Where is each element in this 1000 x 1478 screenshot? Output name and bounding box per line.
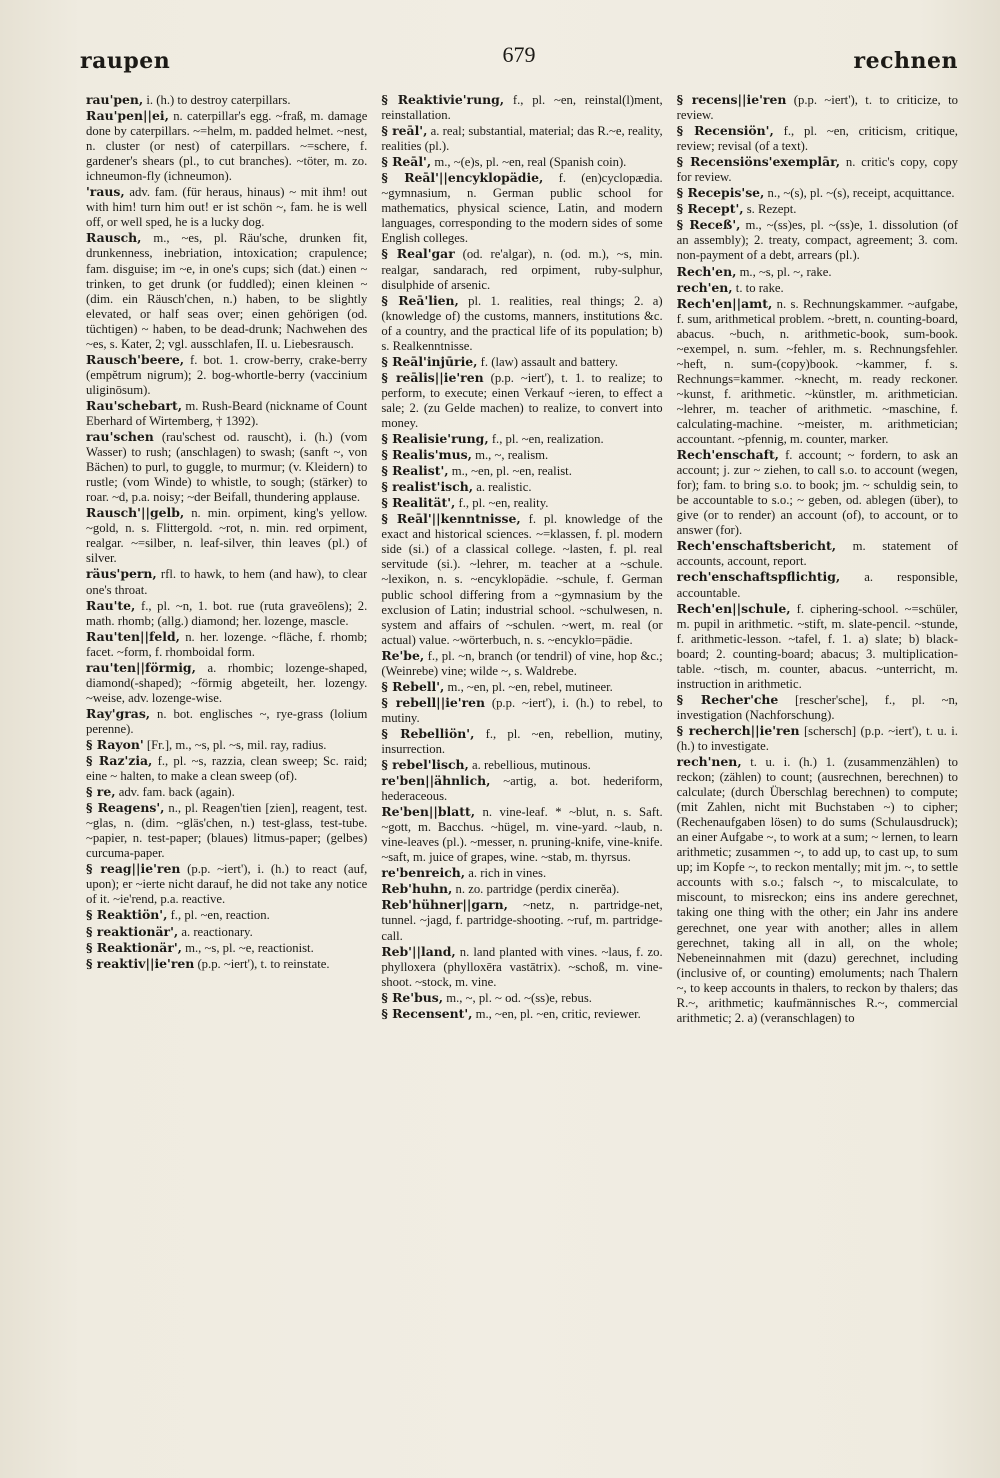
page-header: [80, 42, 958, 82]
entry-headword: Ray'gras,: [86, 705, 151, 721]
entry-definition: i. (h.) to destroy caterpillars.: [143, 93, 291, 107]
dictionary-entry: [381, 447, 662, 463]
entry-headword: § reaktiv||ie'ren: [86, 955, 195, 971]
entry-headword: räus'pern,: [86, 566, 157, 582]
entry-headword: Reb'hühner||garn,: [381, 897, 508, 913]
entry-definition: a. rhombic; lozenge-shaped, diamond(-shaped); ~förmig abgeteilt, her. lozengy. ~weise, adv. lozenge-wise.: [86, 660, 368, 705]
right-running-headword: rechnen: [853, 48, 958, 74]
dictionary-entry: [677, 154, 958, 185]
dictionary-entry: [86, 784, 367, 800]
dictionary-entry: [381, 1006, 662, 1022]
dictionary-entry: [381, 944, 662, 990]
entry-definition: m., ~en, pl. ~en, realist.: [448, 464, 572, 479]
entry-definition: a. rich in vines.: [465, 866, 547, 881]
entry-headword: § Reaktiön',: [86, 907, 168, 923]
entry-definition: a. realistic.: [473, 480, 532, 495]
entry-definition: n. s. Rechnungskammer. ~aufgabe, f. sum, arithmetical problem. ~brett, n. counting-board, abacus. ~buch, n. arithmetic-book, sum-book. ~exempel, n. sum. ~fehler, m. s. Rechnungsfehler. ~heft, n. sum-(copy)book. ~kammer, f. s. Rechnungs=kammer. ~knecht, m. ready reckoner. ~kunst, f. arithmetic. ~künstler, m. arithmetician. ~lehrer, m. teacher of arithmetic. ~maschine, f. calculating-machine. ~meister, m. arithmetician; accountant. ~pfennig, m. counter, marker.: [676, 296, 958, 447]
dictionary-entry: [677, 569, 958, 600]
column-left: [86, 92, 367, 1408]
entry-headword: rau'pen,: [86, 92, 144, 107]
entry-headword: § Realist',: [381, 463, 449, 479]
entry-definition: m., ~, pl. ~ od. ~(ss)e, rebus.: [443, 990, 592, 1005]
page-number: 679: [502, 42, 536, 67]
entry-headword: Reb'huhn,: [381, 881, 453, 897]
dictionary-entry: [677, 217, 958, 263]
entry-headword: Rau'pen||ei,: [86, 108, 169, 124]
entry-definition: m., ~(ss)es, pl. ~(ss)e, 1. dissolution (of an assembly); 2. treaty, compact, agreement; 3. com. non-payment of a debt, arrears (pl.).: [676, 218, 958, 263]
entry-headword: Re'be,: [381, 647, 425, 663]
entry-definition: f. (en)cyclopædia. ~gymnasium, n. German public school for mathematics, physical science, Latin, and modern languages, corresponding to the modern sides of some English colleges.: [381, 171, 663, 246]
entry-headword: § rebel'lisch,: [381, 757, 469, 773]
entry-definition: f. ciphering-school. ~=schüler, m. pupil in arithmetic. ~stift, m. slate-pencil. ~stunde, f. arithmetic-lesson. ~tafel, f. 1. a) slate; b) black-board; 2. counting-board; abacus; 3. multiplication-table. ~tisch, m. counter, abacus. ~unterricht, m. instruction in arithmetic.: [676, 601, 958, 691]
dictionary-entry: [677, 447, 958, 538]
dictionary-entry: [86, 753, 367, 784]
entry-headword: Rau'schebart,: [86, 397, 183, 413]
entry-headword: Rausch'beere,: [86, 351, 185, 367]
entry-headword: Rech'en,: [676, 263, 737, 279]
dictionary-entry: [381, 881, 662, 897]
entry-headword: rech'enschaftspflichtig,: [676, 569, 841, 585]
dictionary-entry: [381, 511, 662, 647]
entry-headword: rech'en,: [676, 279, 733, 295]
dictionary-entry: [381, 431, 662, 447]
entry-definition: adv. fam. (für heraus, hinaus) ~ mit ihm! out with him! turn him out! er ist schön ~, fam. he is well off, or well sped, he is a lucky dog.: [86, 185, 368, 230]
entry-headword: § recens||ie'ren: [676, 92, 787, 107]
entry-headword: § Reaktivie'rung,: [381, 92, 505, 107]
dictionary-entry: [677, 296, 958, 447]
entry-definition: f., pl. ~n, branch (or tendril) of vine, hop &c.; (Weinrebe) vine; wilde ~, s. Waldrebe.: [381, 648, 663, 678]
entry-definition: m., ~(e)s, pl. ~en, real (Spanish coin).: [431, 155, 627, 170]
entry-definition: [schersch] (p.p. ~iert'), t. u. i. (h.) to investigate.: [676, 723, 958, 753]
entry-headword: § re,: [86, 784, 116, 800]
dictionary-entry: [677, 264, 958, 280]
entry-headword: § Realisie'rung,: [381, 431, 489, 447]
entry-headword: § Recher'che: [676, 691, 779, 707]
entry-headword: § reāl',: [381, 123, 428, 139]
entry-definition: f., pl. ~en, rebellion, mutiny, insurrection.: [381, 726, 663, 756]
entry-definition: f., pl. ~en, criticism, critique, review; revisal (of a text).: [676, 124, 958, 154]
entry-definition: n. land planted with vines. ~laus, f. zo. phylloxera (phylloxēra vastātrix). ~schoß, m. vine-shoot. ~stock, m. vine.: [381, 944, 663, 989]
entry-definition: m., ~en, pl. ~en, critic, reviewer.: [472, 1006, 641, 1021]
entry-definition: f. (law) assault and battery.: [477, 354, 618, 369]
dictionary-entry: [86, 566, 367, 597]
entry-headword: § Recepis'se,: [676, 185, 765, 201]
dictionary-entry: [381, 370, 662, 431]
dictionary-entry: [381, 92, 662, 123]
entry-headword: § Reāl',: [381, 154, 432, 170]
dictionary-entry: [381, 246, 662, 292]
entry-headword: rau'ten||förmig,: [86, 659, 196, 675]
entry-headword: Rech'en||schule,: [676, 600, 791, 616]
dictionary-entry: [381, 679, 662, 695]
entry-headword: Rech'enschaft,: [676, 447, 779, 463]
entry-headword: § Rebell',: [381, 678, 445, 694]
entry-definition: f., pl. ~en, realization.: [488, 432, 604, 447]
entry-definition: [rescher'sche], f., pl. ~n, investigation (Nachforschung).: [676, 692, 958, 722]
entry-definition: n. her. lozenge. ~fläche, f. rhomb; facet. ~form, f. rhomboidal form.: [86, 629, 368, 659]
entry-headword: rau'schen: [86, 429, 154, 445]
dictionary-entry: [677, 123, 958, 154]
entry-definition: [Fr.], m., ~s, pl. ~s, mil. ray, radius.: [143, 737, 327, 752]
dictionary-entry: [381, 123, 662, 154]
entry-headword: § Reāl'||encyklopädie,: [381, 170, 544, 186]
dictionary-entry: [381, 804, 662, 865]
entry-definition: n. zo. partridge (perdix cinerĕa).: [452, 882, 620, 897]
entry-headword: § Recensent',: [381, 1005, 473, 1021]
entry-definition: (p.p. ~iert'), t. to criticize, to review.: [676, 93, 958, 123]
dictionary-entry: [381, 726, 662, 757]
entry-headword: § Rebelliön',: [381, 725, 475, 741]
dictionary-entry: [677, 201, 958, 217]
entry-headword: § recherch||ie'ren: [676, 722, 800, 738]
entry-definition: f., pl. ~en, reality.: [455, 496, 549, 511]
entry-definition: (rau'schest od. rauscht), i. (h.) (vom Wasser) to rush; (anschlagen) to swash; (sanft ~, von Bächen) to purl, to guggle, to murmur; (v. Kleidern) to rustle; (vom Winde) to whistle, to sough; (stärker) to roar. ~d, p.a. noisy; ~der Beifall, thundering applause.: [86, 430, 368, 505]
left-running-headword: raupen: [80, 48, 171, 74]
dictionary-entry: [86, 429, 367, 505]
dictionary-entry: [381, 695, 662, 726]
entry-definition: m. Rush-Beard (nickname of Count Eberhard of Wirtemberg, † 1392).: [86, 398, 368, 428]
entry-definition: f., pl. ~s, razzia, clean sweep; Sc. raid; eine ~ halten, to make a clean sweep (of).: [86, 754, 368, 784]
dictionary-entry: [86, 737, 367, 753]
dictionary-entry: [677, 754, 958, 1026]
entry-definition: n. critic's copy, copy for review.: [676, 155, 958, 185]
entry-definition: (p.p. ~iert'), t. 1. to realize; to perform, to execute; einen Verkauf ~ieren, to effect a sale; 2. (zu Gelde machen) to realize, to convert into money.: [381, 370, 663, 430]
entry-definition: f., pl. ~en, reaction.: [167, 908, 270, 923]
entry-definition: adv. fam. back (again).: [115, 785, 235, 800]
entry-headword: re'ben||ähnlich,: [381, 773, 491, 789]
dictionary-entry: [677, 692, 958, 723]
entry-headword: § Recensiön',: [676, 123, 774, 139]
entry-headword: § Rayon': [86, 736, 144, 752]
dictionary-entry: [381, 648, 662, 679]
dictionary-entry: [86, 907, 367, 923]
dictionary-entry: [677, 538, 958, 569]
entry-headword: § Real'gar: [381, 246, 455, 262]
dictionary-entry: [381, 479, 662, 495]
entry-definition: ~netz, n. partridge-net, tunnel. ~jagd, f. partridge-shooting. ~ruf, m. partridge-call.: [381, 898, 663, 943]
entry-headword: § rebell||ie'ren: [381, 694, 485, 710]
entry-definition: m., ~s, pl. ~e, reactionist.: [181, 940, 314, 955]
dictionary-entry: [86, 660, 367, 706]
entry-headword: 'raus,: [86, 184, 125, 200]
entry-headword: § Realität',: [381, 495, 456, 511]
dictionary-entry: [86, 92, 367, 108]
dictionary-entry: [381, 293, 662, 354]
entry-definition: f. bot. 1. crow-berry, crake-berry (empĕtrum nigrum); 2. bog-whortle-berry (vaccinium uliginōsum).: [86, 352, 368, 397]
dictionary-entry: [86, 924, 367, 940]
dictionary-entry: [381, 990, 662, 1006]
text-columns: [86, 92, 958, 1408]
entry-definition: t. to rake.: [732, 280, 784, 295]
dictionary-entry: [677, 601, 958, 692]
entry-headword: § Receß',: [676, 217, 741, 233]
entry-definition: s. Rezept.: [743, 202, 797, 217]
entry-headword: Re'ben||blatt,: [381, 804, 476, 820]
column-middle: [381, 92, 662, 1408]
entry-definition: rfl. to hawk, to hem (and haw), to clear one's throat.: [86, 567, 368, 597]
entry-definition: m., ~, realism.: [471, 448, 549, 463]
entry-headword: Rech'enschaftsbericht,: [676, 538, 837, 554]
entry-definition: n. bot. englisches ~, rye-grass (lolium perenne).: [86, 706, 368, 736]
dictionary-entry: [381, 354, 662, 370]
entry-definition: f., pl. ~n, 1. bot. rue (ruta graveōlens); 2. math. rhomb; (allg.) diamond; her. lozenge, mascle.: [86, 598, 368, 628]
entry-definition: n. min. orpiment, king's yellow. ~gold, n. s. Flittergold. ~rot, n. min. red orpiment, realgar. ~=silber, n. leaf-silver, thin leaves (pl.) of silver.: [86, 506, 368, 566]
entry-definition: (od. re'algar), n. (od. m.), ~s, min. realgar, sandarach, red orpiment, ruby-sulphur, disulphide of arsenic.: [381, 247, 663, 292]
entry-headword: re'benreich,: [381, 865, 466, 881]
entry-headword: § Re'bus,: [381, 989, 444, 1005]
entry-headword: § Reaktionär',: [86, 939, 182, 955]
entry-headword: § Realis'mus,: [381, 447, 472, 463]
dictionary-entry: [86, 861, 367, 907]
entry-definition: (p.p. ~iert'), t. to reinstate.: [194, 956, 330, 971]
dictionary-entry: [86, 352, 367, 398]
dictionary-entry: [86, 800, 367, 861]
dictionary-entry: [677, 92, 958, 123]
entry-definition: a. real; substantial, material; das R.~e, reality, realities (pl.).: [381, 124, 663, 154]
entry-definition: (p.p. ~iert'), i. (h.) to react (auf, upon); er ~ierte nicht darauf, he did not take any notice of it. ~ie'rend, p.a. reactive.: [86, 862, 368, 907]
dictionary-entry: [86, 184, 367, 230]
entry-headword: § Reā'lien,: [381, 292, 459, 308]
entry-headword: § Recensiöns'exemplār,: [676, 154, 841, 170]
dictionary-entry: [677, 723, 958, 754]
dictionary-entry: [381, 495, 662, 511]
entry-definition: m. statement of accounts, account, report.: [676, 539, 958, 569]
entry-headword: § Reāl'||kenntnisse,: [381, 511, 521, 527]
entry-headword: Rech'en||amt,: [676, 295, 773, 311]
dictionary-entry: [86, 629, 367, 660]
entry-definition: f., pl. ~en, reinstal(l)ment, reinstallation.: [381, 93, 663, 123]
entry-definition: m., ~es, pl. Räu'sche, drunken fit, drunkenness, inebriation, intoxication; crapulence; fam. disguise; im ~e, in one's cups; sich (dat.) einen ~ trinken, to get drunk (or fuddled); einen kleinen ~ (dim. ein Räusch'chen, n.) haben, to be slightly elevated, or half seas over; einen gehörigen (od. tüchtigen) ~ haben, to be dead-drunk; Nachwehen des ~es, s. Kater, 2; vgl. ausschlafen, II. u. Liebesrausch.: [86, 231, 368, 351]
entry-definition: m., ~s, pl. ~, rake.: [736, 264, 832, 279]
entry-headword: Rau'te,: [86, 597, 136, 613]
entry-definition: t. u. i. (h.) 1. (zusammenzählen) to reckon; (zählen) to count; (ausrechnen, berechnen) to calculate; (durch Überschlag berechnen) to compute; (mit Zahlen, nicht mit Buchstaben ~) to cipher; (Rechenaufgaben lösen) to do sums (Schulausdruck); an einer Aufgabe ~, to work at a sum; ~ lernen, to learn arithmetic; zusammen ~, to add up, to cast up, to sum up; im Kopfe ~, to reckon mentally; mit jm. ~, to settle accounts with s.o.; falsch ~, to miscalculate, to miscount, to misreckon; eins ins andere gerechnet, taking one thing with the other; ein Jahr ins andere gerechnet, one year with another; alles in allem gerechnet, taking all in all, on the whole; Nebeneinnahmen mit (dazu) gerechnet, including (inclusive of, or counting) emoluments; nach Thalern ~, to keep accounts in thalers, to reckon by thalers; das R.~, arithmetic; kaufmännisches R.~, commercial arithmetic; 2. a) (veranschlagen) to: [676, 755, 958, 1025]
entry-headword: § realist'isch,: [381, 479, 474, 495]
entry-definition: a. rebellious, mutinous.: [468, 758, 591, 773]
entry-headword: § reag||ie'ren: [86, 861, 181, 877]
entry-definition: a. reactionary.: [178, 924, 253, 939]
dictionary-entry: [381, 897, 662, 943]
column-right: [677, 92, 958, 1408]
dictionary-entry: [381, 170, 662, 246]
entry-definition: f. pl. knowledge of the exact and historical sciences. ~=klassen, f. pl. modern side (si.) of a classical college. ~lasten, f. pl. real servitude (si.). ~lehrer, m. teacher at a ~schule. ~lexikon, n. s. ~encyklopädie. ~schule, f. German public school differing from a ~gymnasium by the exclusion of Latin; industrial school. ~schulwesen, n. system and affairs of ~schulen. ~wert, m. real (or actual) value. ~wörterbuch, n. s. ~encyklo=pädie.: [381, 512, 663, 647]
entry-definition: pl. 1. realities, real things; 2. a) (knowledge of) the customs, manners, institutions &c. of a country, and the practical life of its population; b) s. Realkenntnisse.: [381, 293, 663, 353]
entry-definition: n. caterpillar's egg. ~fraß, m. damage done by caterpillars. ~=helm, m. padded helmet. ~nest, n. cluster (or nest) of caterpillars. ~=schere, f. gardener's shears (pl., to cut branches). ~töter, m. zo. ichneumon-fly (ichneumon).: [86, 109, 368, 184]
entry-definition: n. vine-leaf. * ~blut, n. s. Saft. ~gott, m. Bacchus. ~hügel, m. vine-yard. ~laub, n. vine-leaves (pl.). ~messer, n. pruning-knife, vine-knife. ~saft, m. juice of grapes, wine. ~stab, m. thyrsus.: [381, 805, 663, 865]
dictionary-entry: [86, 598, 367, 629]
entry-definition: n., pl. Reagen'tien [zien], reagent, test. ~glas, n. (dim. ~gläs'chen, n.) test-glass, test-tube. ~papier, n. test-paper; (blaues) litmus-paper; (gelbes) curcuma-paper.: [86, 801, 368, 861]
dictionary-entry: [86, 398, 367, 429]
entry-headword: rech'nen,: [676, 754, 742, 770]
entry-headword: § Reāl'injūrie,: [381, 353, 478, 369]
entry-headword: § reaktionär',: [86, 923, 179, 939]
entry-headword: § reālis||ie'ren: [381, 369, 484, 385]
entry-definition: m., ~en, pl. ~en, rebel, mutineer.: [444, 679, 613, 694]
entry-headword: § Raz'zia,: [86, 753, 153, 769]
entry-definition: n., ~(s), pl. ~(s), receipt, acquittance.: [764, 186, 955, 201]
dictionary-entry: [677, 185, 958, 201]
entry-headword: Rausch'||gelb,: [86, 505, 185, 521]
entry-headword: Reb'||land,: [381, 943, 456, 959]
entry-definition: (p.p. ~iert'), i. (h.) to rebel, to mutiny.: [381, 695, 663, 725]
dictionary-entry: [86, 230, 367, 351]
dictionary-entry: [381, 773, 662, 804]
dictionary-entry: [86, 505, 367, 566]
entry-headword: Rausch,: [86, 230, 142, 246]
dictionary-entry: [86, 108, 367, 184]
dictionary-entry: [381, 154, 662, 170]
entry-definition: f. account; ~ fordern, to ask an account; j. zur ~ ziehen, to call s.o. to account (wegen, for); fam. to bring s.o. to book; jm. ~ schuldig sein, to be accountable to s.o.; ~ geben, od. ablegen (über), to give (or to render) an account (of), to account, or to answer (for).: [676, 448, 958, 538]
entry-headword: Rau'ten||feld,: [86, 628, 180, 644]
entry-headword: § Recept',: [676, 201, 744, 217]
dictionary-entry: [86, 940, 367, 956]
dictionary-entry: [381, 865, 662, 881]
dictionary-entry: [86, 706, 367, 737]
dictionary-entry: [381, 463, 662, 479]
entry-definition: ~artig, a. bot. hederiform, hederaceous.: [381, 774, 663, 804]
dictionary-entry: [381, 757, 662, 773]
entry-definition: a. responsible, accountable.: [676, 570, 958, 600]
dictionary-entry: [677, 280, 958, 296]
entry-headword: § Reagens',: [86, 800, 165, 816]
dictionary-entry: [86, 956, 367, 972]
